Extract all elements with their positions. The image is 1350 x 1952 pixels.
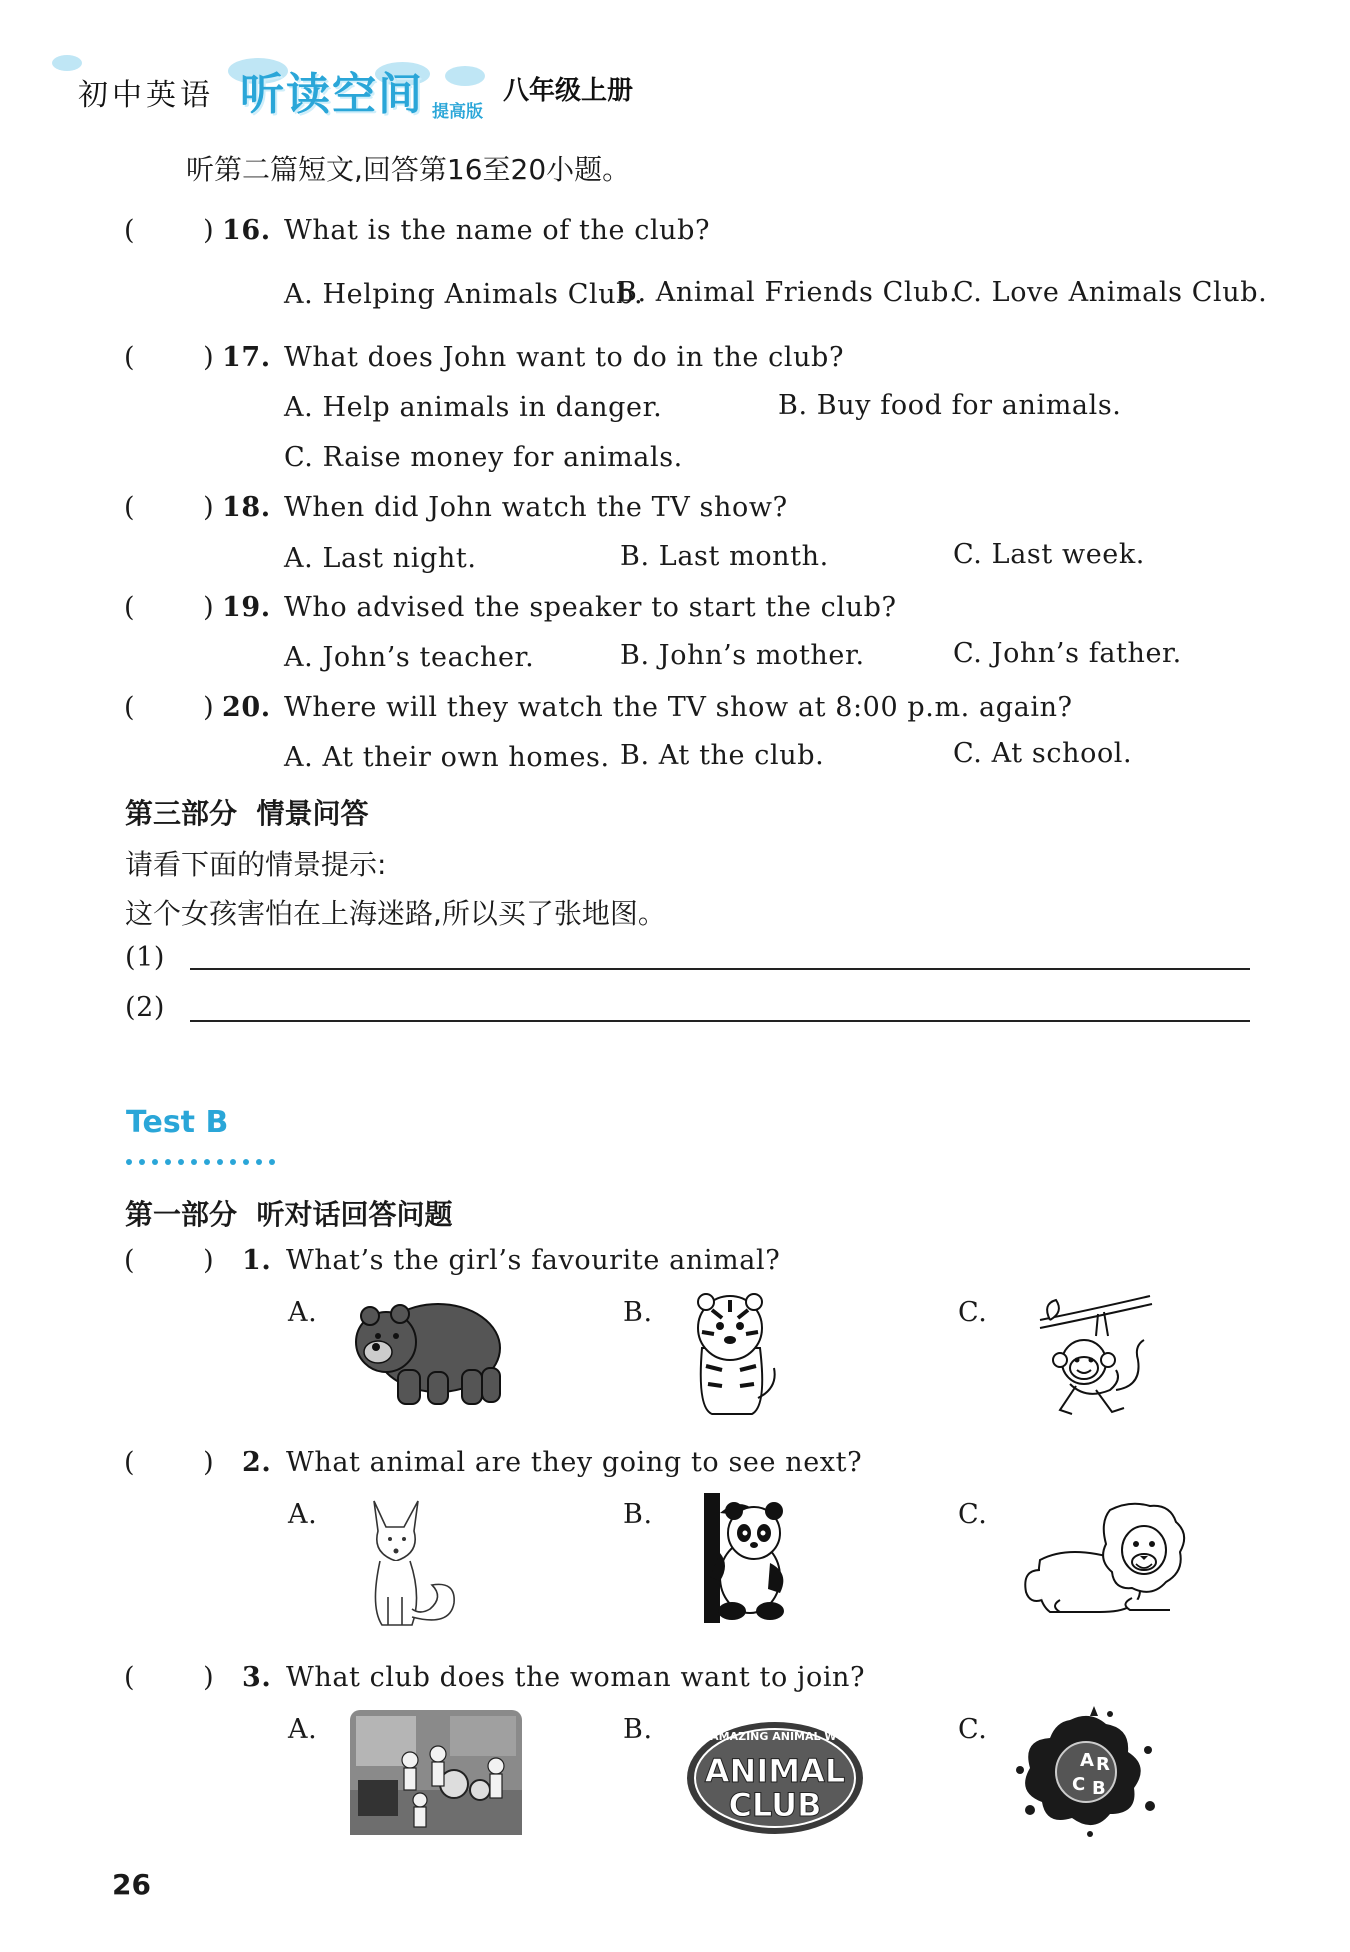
option-16b: B. Animal Friends Club. <box>617 277 959 308</box>
grade-label: 八年级上册 <box>503 76 634 106</box>
animal-club-logo[interactable] <box>679 1712 871 1837</box>
option-17b: B. Buy food for animals. <box>778 390 1122 421</box>
answer-paren-18[interactable]: ( ) <box>124 492 215 523</box>
art-club-logo[interactable] <box>1010 1710 1160 1840</box>
series-title: 初中英语 <box>78 78 214 113</box>
page-number: 26 <box>112 1868 151 1901</box>
question-number-20: 20. <box>222 692 271 723</box>
answer-paren-19[interactable]: ( ) <box>124 592 215 623</box>
animal-club-logo-tagline: OUR AMAZING ANIMAL WORLD <box>679 1730 871 1743</box>
passage-instruction: 听第二篇短文,回答第16至20小题。 <box>186 153 631 186</box>
option-19c: C. John’s father. <box>953 638 1182 669</box>
option-20a: A. At their own homes. <box>284 742 610 773</box>
option-19a: A. John’s teacher. <box>284 642 535 673</box>
answer-line-2[interactable] <box>190 1020 1250 1022</box>
art-logo-letter-b: B <box>1092 1778 1106 1799</box>
answer-label-1: (1) <box>125 942 166 973</box>
option-b2b: B. <box>623 1499 653 1530</box>
option-16a: A. Helping Animals Club. <box>284 279 644 310</box>
test-b-title: Test B <box>126 1105 229 1140</box>
option-17a: A. Help animals in danger. <box>284 392 663 423</box>
answer-paren-20[interactable]: ( ) <box>124 692 215 723</box>
answer-paren-b1[interactable]: ( ) <box>124 1245 215 1276</box>
logo-title: 听读空间 <box>240 69 424 120</box>
lion-picture[interactable] <box>1020 1500 1192 1620</box>
question-text-b2: What animal are they going to see next? <box>286 1447 863 1478</box>
option-b3a: A. <box>288 1714 318 1745</box>
question-number-b3: 3. <box>242 1662 272 1693</box>
question-text-b1: What’s the girl’s favourite animal? <box>286 1245 781 1276</box>
question-number-19: 19. <box>222 592 271 623</box>
option-18c: C. Last week. <box>953 539 1145 570</box>
part3-prompt-label: 请看下面的情景提示: <box>125 848 387 881</box>
answer-line-1[interactable] <box>190 968 1250 970</box>
option-18b: B. Last month. <box>620 541 829 572</box>
question-number-b2: 2. <box>242 1447 272 1478</box>
answer-paren-16[interactable]: ( ) <box>124 215 215 246</box>
animal-club-logo-word2: CLUB <box>728 1786 822 1824</box>
question-text-20: Where will they watch the TV show at 8:00 p.m. again? <box>284 692 1073 723</box>
option-16c: C. Love Animals Club. <box>953 277 1268 308</box>
question-text-16: What is the name of the club? <box>284 215 711 246</box>
option-17c: C. Raise money for animals. <box>284 442 683 473</box>
option-b1a: A. <box>288 1297 318 1328</box>
question-text-19: Who advised the speaker to start the club? <box>284 592 897 623</box>
test-b-dotted-underline <box>126 1150 282 1169</box>
option-b3b: B. <box>623 1714 653 1745</box>
question-text-18: When did John watch the TV show? <box>284 492 788 523</box>
answer-paren-b2[interactable]: ( ) <box>124 1447 215 1478</box>
option-19b: B. John’s mother. <box>620 640 865 671</box>
tiger-picture[interactable] <box>682 1288 782 1418</box>
part3-scenario: 这个女孩害怕在上海迷路,所以买了张地图。 <box>125 897 666 930</box>
answer-paren-17[interactable]: ( ) <box>124 342 215 373</box>
art-logo-letter-c: C <box>1072 1774 1086 1795</box>
art-logo-letter-a: A <box>1080 1750 1094 1771</box>
question-number-17: 17. <box>222 342 271 373</box>
test-b-part1-title: 第一部分 听对话回答问题 <box>125 1198 453 1231</box>
answer-paren-b3[interactable]: ( ) <box>124 1662 215 1693</box>
answer-label-2: (2) <box>125 992 166 1023</box>
option-b3c: C. <box>958 1714 988 1745</box>
option-20c: C. At school. <box>953 738 1133 769</box>
art-logo-letter-r: R <box>1096 1754 1110 1775</box>
music-club-picture[interactable] <box>350 1710 522 1835</box>
question-number-16: 16. <box>222 215 271 246</box>
animal-club-logo-word1: ANIMAL <box>704 1752 846 1790</box>
option-18a: A. Last night. <box>284 543 477 574</box>
option-b2c: C. <box>958 1499 988 1530</box>
bear-picture[interactable] <box>350 1290 508 1410</box>
option-b1c: C. <box>958 1297 988 1328</box>
part3-title: 第三部分 情景问答 <box>125 797 369 830</box>
edition-tag: 提高版 <box>432 102 483 122</box>
panda-picture[interactable] <box>690 1493 800 1625</box>
monkey-picture[interactable] <box>1030 1290 1160 1420</box>
option-b1b: B. <box>623 1297 653 1328</box>
question-text-17: What does John want to do in the club? <box>284 342 845 373</box>
option-b2a: A. <box>288 1499 318 1530</box>
question-number-b1: 1. <box>242 1245 272 1276</box>
question-number-18: 18. <box>222 492 271 523</box>
question-text-b3: What club does the woman want to join? <box>286 1662 866 1693</box>
option-20b: B. At the club. <box>620 740 825 771</box>
fox-picture[interactable] <box>360 1497 460 1637</box>
